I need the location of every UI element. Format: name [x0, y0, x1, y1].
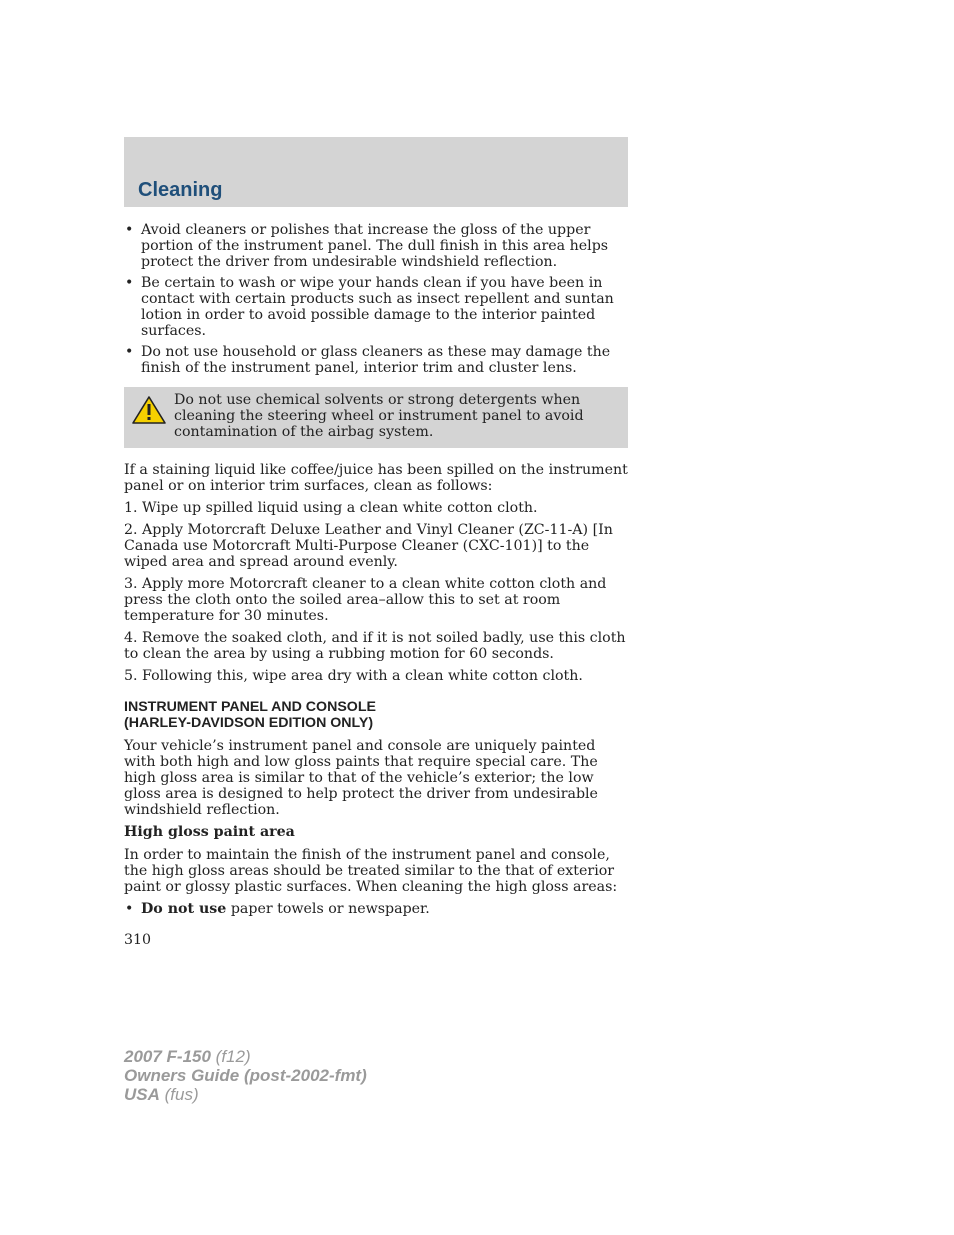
bullet-bold-text: Do not use: [141, 901, 227, 917]
footer-guide: Owners Guide (post-2002-fmt): [124, 1066, 367, 1085]
body-paragraph: Your vehicle’s instrument panel and console are uniquely painted with both high and low gloss paints that require special care. The high gloss area is similar to that of the vehicle’s exterior; the low gloss area is designed to help protect the driver from undesirable windshield reflection.: [124, 738, 598, 818]
footer-market-code: (fus): [159, 1085, 199, 1104]
footer-code: (f12): [210, 1047, 251, 1066]
footer-market: USA: [124, 1085, 160, 1104]
bullet-marker: •: [125, 222, 134, 238]
bullet-marker: •: [125, 275, 134, 291]
warning-text: Do not use chemical solvents or strong detergents when cleaning the steering wheel or instrument panel to avoid contamination of the airbag system.: [174, 392, 584, 440]
subheading-label: High gloss paint area: [124, 824, 295, 840]
section-title: Cleaning: [138, 179, 223, 201]
step-item: 4. Remove the soaked cloth, and if it is not soiled badly, use this cloth to clean the area by using a rubbing motion for 60 seconds.: [124, 630, 626, 662]
step-item: 5. Following this, wipe area dry with a clean white cotton cloth.: [124, 668, 583, 684]
step-item: 3. Apply more Motorcraft cleaner to a clean white cotton cloth and press the cloth onto the soiled area–allow this to set at room temperature for 30 minutes.: [124, 576, 607, 624]
bullet-text: Do not use household or glass cleaners as these may damage the finish of the instrument panel, interior trim and cluster lens.: [141, 344, 611, 376]
section-heading-line: INSTRUMENT PANEL AND CONSOLE: [124, 699, 376, 715]
list-item: [124, 275, 628, 339]
footer-line: [124, 1047, 367, 1066]
step-item: 2. Apply Motorcraft Deluxe Leather and Vinyl Cleaner (ZC-11-A) [In Canada use Motorcraft Multi-Purpose Cleaner (CXC-101)] to the wiped area and spread around evenly.: [124, 522, 613, 570]
section-header-band: [124, 137, 628, 207]
bullet-text: Be certain to wash or wipe your hands clean if you have been in contact with certain products such as insect repellent and suntan lotion in order to avoid possible damage to the interior painted surfaces.: [141, 275, 614, 339]
bullet-marker: •: [125, 901, 134, 917]
page-content: [124, 222, 628, 954]
document-footer: [124, 1047, 367, 1104]
footer-line: [124, 1085, 367, 1104]
section-heading: [124, 699, 628, 731]
bullet-list-top: [124, 222, 628, 376]
step-item: 1. Wipe up spilled liquid using a clean white cotton cloth.: [124, 500, 538, 516]
intro-paragraph: If a staining liquid like coffee/juice has been spilled on the instrument panel or on interior trim surfaces, clean as follows:: [124, 462, 628, 494]
page-number: 310: [124, 932, 152, 948]
footer-model: 2007 F-150: [124, 1047, 211, 1066]
list-item: [124, 344, 628, 376]
list-item: [124, 222, 628, 270]
bullet-text: Avoid cleaners or polishes that increase the gloss of the upper portion of the instrument panel. The dull finish in this area helps protect the driver from undesirable windshield reflection.: [141, 222, 609, 270]
bullet-list-bottom: [124, 901, 628, 917]
warning-box: [124, 387, 628, 448]
footer-line: [124, 1066, 367, 1085]
warning-triangle-icon: [131, 395, 167, 425]
body-paragraph: In order to maintain the finish of the instrument panel and console, the high gloss areas should be treated similar to the that of exterior paint or glossy plastic surfaces. When cleaning the high gloss areas:: [124, 847, 618, 895]
bullet-text: paper towels or newspaper.: [226, 901, 430, 917]
list-item: [124, 901, 628, 917]
section-heading-line: (HARLEY-DAVIDSON EDITION ONLY): [124, 715, 374, 731]
bullet-marker: •: [125, 344, 134, 360]
